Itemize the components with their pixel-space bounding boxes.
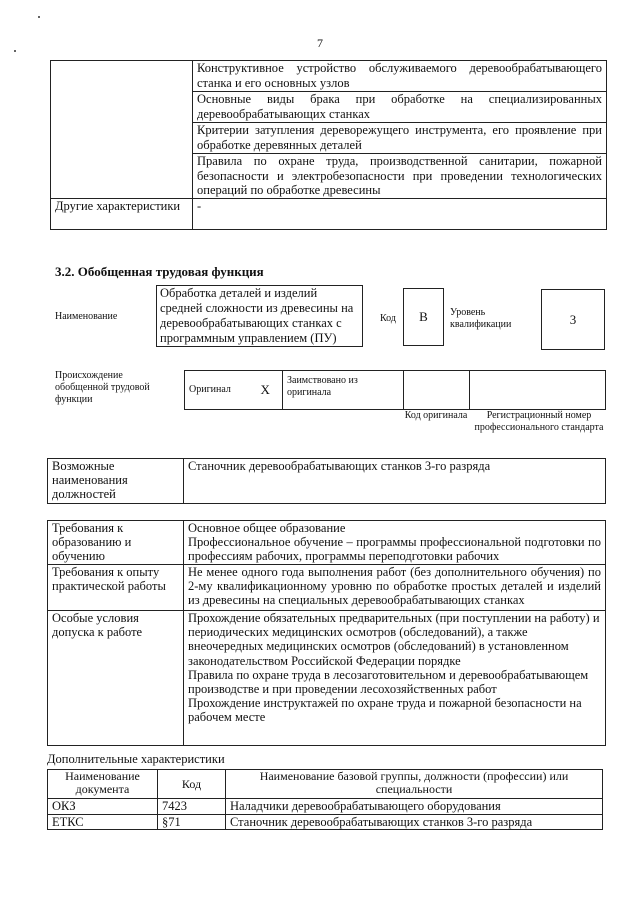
- function-name-box: Обработка деталей и изделий средней сложности из древесины на деревообрабатывающих станках с программным управлением (ПУ): [156, 285, 363, 347]
- condition-line: Прохождение обязательных предварительных (при поступлении на работу) и периодических медицинских осмотров (обследований), а также внеочередных медицинских осмотров (обследований) в установленном законодательством Российской Федерации порядке: [188, 611, 600, 668]
- original-mark: X: [249, 371, 283, 410]
- level-label: Уровень квалификации: [450, 307, 512, 330]
- additional-title: Дополнительные характеристики: [47, 752, 225, 766]
- code-label: Код: [380, 313, 396, 324]
- code-original-caption: Код оригинала: [404, 410, 468, 421]
- borrowed-label: Заимствовано из оригинала: [283, 371, 404, 410]
- education-line: Профессиональное обучение – программы профессиональной подготовки по профессиям рабочих, программы переподготовки рабочих: [188, 535, 601, 563]
- scan-speck: [14, 50, 16, 52]
- registration-number-cell: [470, 371, 606, 410]
- code-cell: §71: [158, 814, 226, 830]
- registration-number-caption: Регистрационный номер профессионального стандарта: [474, 410, 604, 433]
- name-cell: Станочник деревообрабатывающих станков 3-го разряда: [226, 814, 603, 830]
- education-label: Требования к образованию и обучению: [48, 521, 184, 565]
- additional-table: [47, 769, 603, 830]
- knowledge-table: [50, 60, 607, 230]
- knowledge-item: Критерии затупления дереворежущего инструмента, его проявление при обработке деревянных деталей: [193, 123, 607, 154]
- header-code: Код: [158, 770, 226, 799]
- condition-line: Правила по охране труда в лесозаготовительном и деревообрабатывающем производстве и при проведении лесохозяйственных работ: [188, 667, 589, 697]
- code-value-box: В: [403, 288, 444, 346]
- other-characteristics-label: Другие характеристики: [51, 199, 193, 230]
- education-line: Основное общее образование: [188, 521, 346, 535]
- positions-table: [47, 458, 606, 504]
- table-row: [48, 814, 603, 830]
- knowledge-item: Конструктивное устройство обслуживаемого деревообрабатывающего станка и его основных узлов: [193, 61, 607, 92]
- name-label: Наименование: [55, 311, 118, 322]
- condition-line: Прохождение инструктажей по охране труда и пожарной безопасности на рабочем месте: [188, 696, 582, 725]
- table-row: [48, 799, 603, 815]
- requirements-table: [47, 520, 606, 746]
- knowledge-item: Правила по охране труда, производственной санитарии, пожарной безопасности и электробезопасности при проведении технологических операций по обработке древесины: [193, 154, 607, 199]
- name-cell: Наладчики деревообрабатывающего оборудования: [226, 799, 603, 815]
- original-code-cell: [404, 371, 470, 410]
- section-title: 3.2. Обобщенная трудовая функция: [55, 264, 264, 279]
- positions-value: Станочник деревообрабатывающих станков 3-го разряда: [184, 459, 606, 504]
- header-document: Наименование документа: [48, 770, 158, 799]
- original-label: Оригинал: [185, 371, 249, 410]
- positions-label: Возможные наименования должностей: [48, 459, 184, 504]
- level-value-box: 3: [541, 289, 605, 350]
- experience-value: Не менее одного года выполнения работ (без дополнительного обучения) по 2-му квалификационному уровню по обработке простых деталей и изделий из древесины на специальных деревообрабатывающих станках: [184, 565, 606, 611]
- header-specialty: Наименование базовой группы, должности (профессии) или специальности: [226, 770, 603, 799]
- knowledge-label-cell: [51, 61, 193, 199]
- special-conditions-value: [184, 611, 606, 746]
- doc-cell: ОКЗ: [48, 799, 158, 815]
- special-conditions-label: Особые условия допуска к работе: [48, 611, 184, 746]
- origin-label: Происхождение обобщенной трудовой функции: [55, 370, 150, 405]
- knowledge-item: Основные виды брака при обработке на специализированных деревообрабатывающих станках: [193, 92, 607, 123]
- experience-label: Требования к опыту практической работы: [48, 565, 184, 611]
- origin-table: [184, 370, 606, 410]
- scan-speck: [38, 16, 40, 18]
- page-number: 7: [317, 36, 323, 50]
- other-characteristics-value: -: [193, 199, 607, 230]
- code-cell: 7423: [158, 799, 226, 815]
- doc-cell: ЕТКС: [48, 814, 158, 830]
- education-value: [184, 521, 606, 565]
